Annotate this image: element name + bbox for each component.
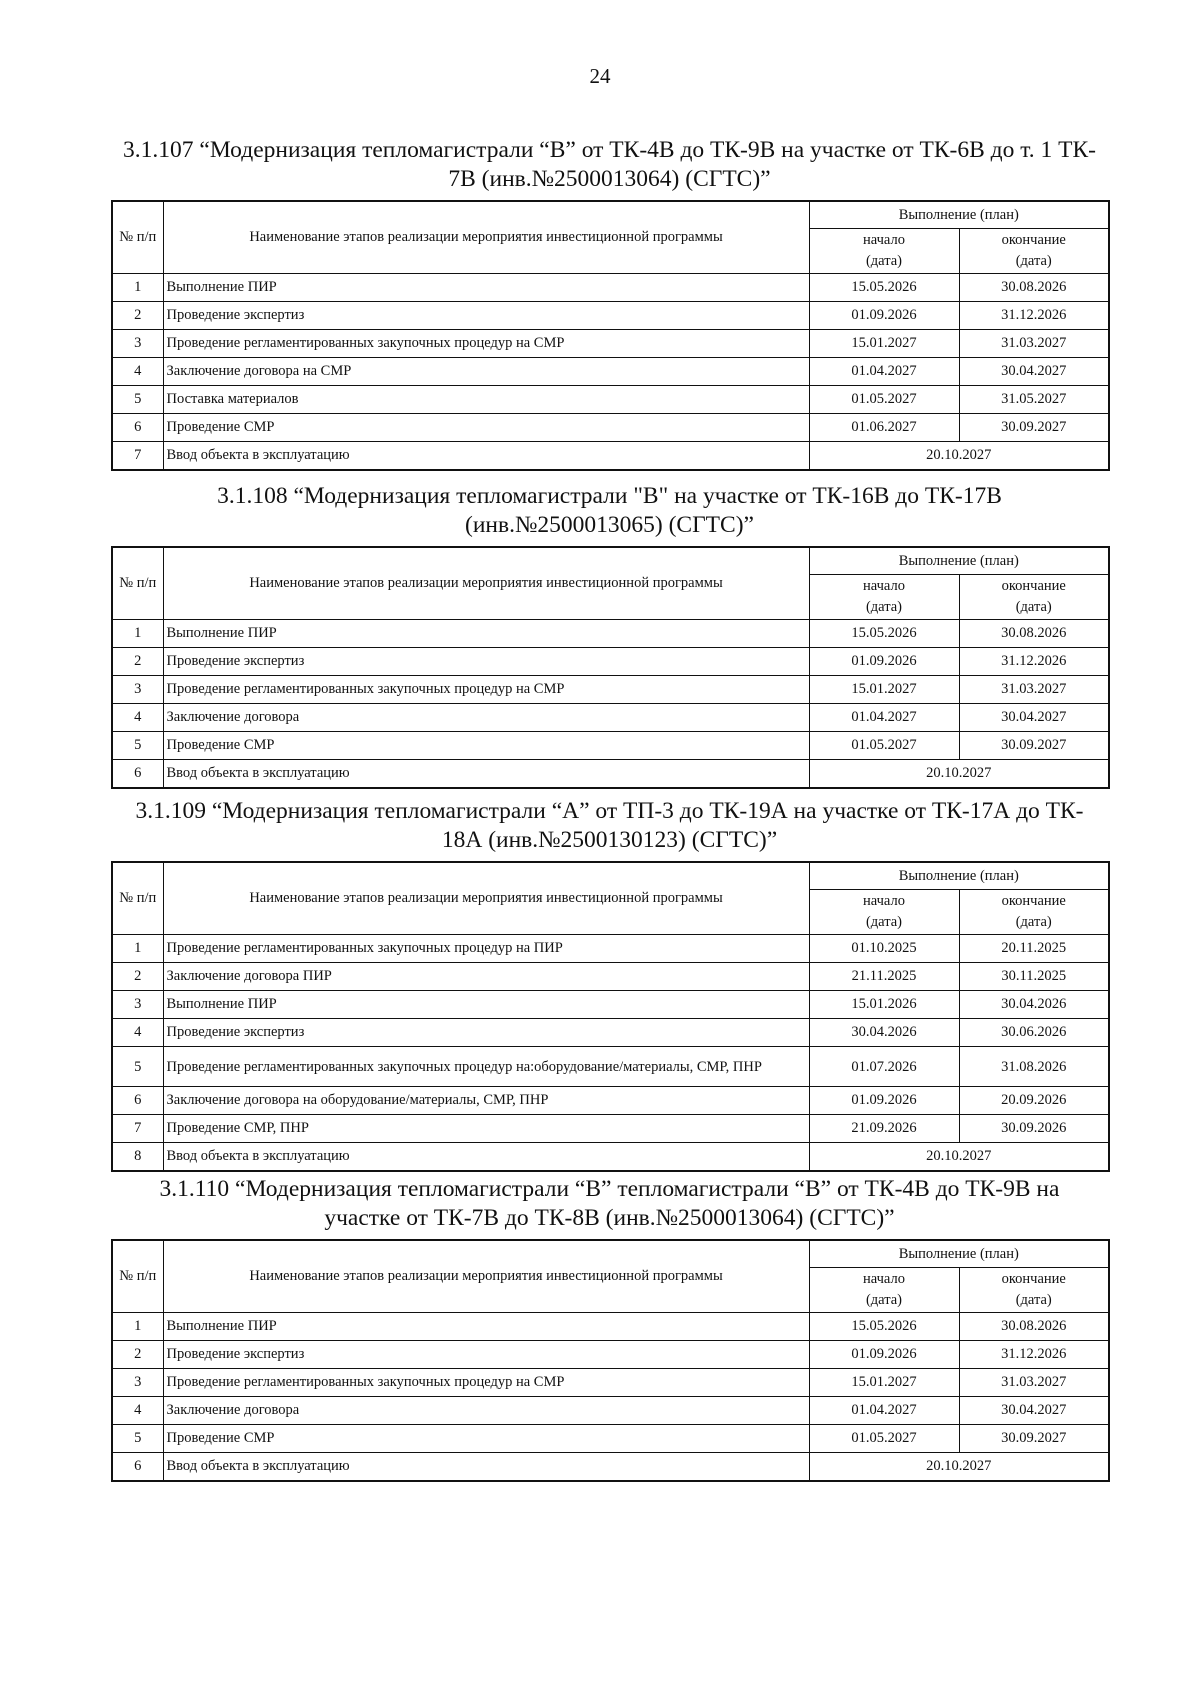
row-commissioning-date: 20.10.2027 [809,760,1109,789]
header-name: Наименование этапов реализации мероприятия инвестиционной программы [163,862,809,935]
table-row [112,648,1109,676]
table-row [112,1369,1109,1397]
row-start-date: 01.04.2027 [809,1397,959,1425]
schedule-section [111,1175,1108,1482]
row-end-date: 20.09.2026 [959,1087,1109,1115]
section-title [111,1175,1108,1233]
row-number: 1 [112,620,163,648]
row-number: 2 [112,963,163,991]
row-end-date: 31.12.2026 [959,1341,1109,1369]
row-end-date: 30.09.2027 [959,1425,1109,1453]
table-header-row [112,862,1109,890]
row-stage-name: Проведение регламентированных закупочных процедур на СМР [163,1369,809,1397]
row-stage-name: Заключение договора ПИР [163,963,809,991]
section-title-line2: 7В (инв.№2500013064) (СГТС)” [448,166,771,192]
table-row [112,1019,1109,1047]
schedule-table [111,1239,1110,1482]
section-title-line2: участке от ТК-7В до ТК-8В (инв.№2500013064) (СГТС)” [324,1205,895,1231]
header-num: № п/п [112,547,163,620]
schedule-table [111,200,1110,471]
page-number: 24 [589,64,611,88]
row-end-date: 30.08.2026 [959,274,1109,302]
row-stage-name: Проведение регламентированных закупочных процедур на ПИР [163,935,809,963]
table-row-final [112,1143,1109,1172]
row-number: 7 [112,1115,163,1143]
row-stage-name: Проведение СМР [163,414,809,442]
table-row [112,704,1109,732]
row-end-date: 30.08.2026 [959,1313,1109,1341]
table-row [112,935,1109,963]
table-row-final [112,760,1109,789]
table-row [112,274,1109,302]
row-stage-name: Ввод объекта в эксплуатацию [163,760,809,789]
row-start-date: 01.09.2026 [809,1341,959,1369]
row-start-date: 01.06.2027 [809,414,959,442]
row-commissioning-date: 20.10.2027 [809,442,1109,471]
row-stage-name: Ввод объекта в эксплуатацию [163,1453,809,1482]
row-number: 2 [112,1341,163,1369]
table-header-row [112,1240,1109,1268]
row-number: 1 [112,274,163,302]
row-stage-name: Заключение договора на СМР [163,358,809,386]
header-num: № п/п [112,862,163,935]
section-title-line1: 3.1.110 “Модернизация тепломагистрали “В” тепломагистрали “В” от ТК-4В до ТК-9В на [159,1176,1060,1202]
table-row [112,330,1109,358]
row-end-date: 30.09.2027 [959,414,1109,442]
table-row [112,386,1109,414]
header-name: Наименование этапов реализации мероприятия инвестиционной программы [163,201,809,274]
row-start-date: 01.10.2025 [809,935,959,963]
row-start-date: 21.09.2026 [809,1115,959,1143]
row-start-date: 01.05.2027 [809,732,959,760]
row-number: 5 [112,386,163,414]
header-execution: Выполнение (план) [809,201,1109,229]
row-end-date: 31.03.2027 [959,676,1109,704]
row-stage-name: Проведение регламентированных закупочных процедур на:оборудование/материалы, СМР, ПНР [163,1047,809,1087]
row-stage-name: Проведение СМР [163,1425,809,1453]
table-row [112,1313,1109,1341]
schedule-table [111,546,1110,789]
table-row [112,358,1109,386]
row-end-date: 31.05.2027 [959,386,1109,414]
row-start-date: 15.05.2026 [809,620,959,648]
section-title-line2: 18А (инв.№2500130123) (СГТС)” [441,827,778,853]
table-row-final [112,442,1109,471]
header-start: начало (дата) [809,1268,959,1313]
row-end-date: 31.08.2026 [959,1047,1109,1087]
row-commissioning-date: 20.10.2027 [809,1143,1109,1172]
row-start-date: 15.01.2027 [809,1369,959,1397]
row-number: 4 [112,1397,163,1425]
section-title-line1: 3.1.109 “Модернизация тепломагистрали “А” от ТП-3 до ТК-19А на участке от ТК-17А до ТК- [135,798,1084,824]
row-end-date: 30.09.2027 [959,732,1109,760]
header-num: № п/п [112,1240,163,1313]
row-end-date: 20.11.2025 [959,935,1109,963]
row-start-date: 01.09.2026 [809,1087,959,1115]
row-stage-name: Проведение экспертиз [163,302,809,330]
row-start-date: 15.01.2027 [809,330,959,358]
row-number: 3 [112,991,163,1019]
row-number: 3 [112,676,163,704]
row-end-date: 30.08.2026 [959,620,1109,648]
section-title [111,136,1108,194]
row-start-date: 01.04.2027 [809,704,959,732]
row-number: 8 [112,1143,163,1172]
row-end-date: 30.11.2025 [959,963,1109,991]
row-end-date: 30.06.2026 [959,1019,1109,1047]
section-title [111,482,1108,540]
row-end-date: 31.03.2027 [959,1369,1109,1397]
table-row [112,1341,1109,1369]
row-start-date: 01.09.2026 [809,648,959,676]
header-end: окончание (дата) [959,575,1109,620]
row-start-date: 01.09.2026 [809,302,959,330]
section-title-line1: 3.1.108 “Модернизация тепломагистрали "В" на участке от ТК-16В до ТК-17В [217,483,1002,509]
row-number: 5 [112,1047,163,1087]
section-title-line1: 3.1.107 “Модернизация тепломагистрали “В” от ТК-4В до ТК-9В на участке от ТК-6В до т. 1 ТК- [123,137,1096,163]
row-end-date: 30.04.2026 [959,991,1109,1019]
row-start-date: 30.04.2026 [809,1019,959,1047]
schedule-section [111,797,1108,1172]
table-row [112,414,1109,442]
table-row-final [112,1453,1109,1482]
table-header-row [112,201,1109,229]
table-row [112,1115,1109,1143]
row-number: 7 [112,442,163,471]
header-end: окончание (дата) [959,1268,1109,1313]
row-start-date: 15.05.2026 [809,1313,959,1341]
row-number: 6 [112,414,163,442]
row-number: 6 [112,1087,163,1115]
row-stage-name: Выполнение ПИР [163,1313,809,1341]
header-execution: Выполнение (план) [809,862,1109,890]
row-stage-name: Проведение экспертиз [163,648,809,676]
header-execution: Выполнение (план) [809,1240,1109,1268]
row-number: 3 [112,330,163,358]
section-title-line2: (инв.№2500013065) (СГТС)” [465,512,754,538]
row-number: 4 [112,704,163,732]
row-end-date: 31.03.2027 [959,330,1109,358]
row-start-date: 01.04.2027 [809,358,959,386]
header-end: окончание (дата) [959,890,1109,935]
row-number: 4 [112,358,163,386]
row-stage-name: Выполнение ПИР [163,620,809,648]
row-stage-name: Ввод объекта в эксплуатацию [163,442,809,471]
row-number: 5 [112,732,163,760]
row-end-date: 30.04.2027 [959,358,1109,386]
row-start-date: 15.01.2027 [809,676,959,704]
row-stage-name: Заключение договора на оборудование/материалы, СМР, ПНР [163,1087,809,1115]
row-number: 2 [112,302,163,330]
table-row [112,963,1109,991]
row-number: 4 [112,1019,163,1047]
row-end-date: 30.09.2026 [959,1115,1109,1143]
row-stage-name: Проведение СМР [163,732,809,760]
header-end: окончание (дата) [959,229,1109,274]
table-row [112,620,1109,648]
row-stage-name: Заключение договора [163,704,809,732]
header-name: Наименование этапов реализации мероприятия инвестиционной программы [163,1240,809,1313]
row-stage-name: Выполнение ПИР [163,274,809,302]
row-start-date: 15.01.2026 [809,991,959,1019]
table-row [112,676,1109,704]
row-stage-name: Выполнение ПИР [163,991,809,1019]
row-stage-name: Проведение регламентированных закупочных процедур на СМР [163,330,809,358]
row-stage-name: Ввод объекта в эксплуатацию [163,1143,809,1172]
table-row [112,1425,1109,1453]
row-start-date: 21.11.2025 [809,963,959,991]
row-number: 1 [112,1313,163,1341]
table-row [112,1397,1109,1425]
row-number: 6 [112,760,163,789]
row-stage-name: Проведение экспертиз [163,1019,809,1047]
row-number: 5 [112,1425,163,1453]
table-row [112,1047,1109,1087]
row-end-date: 30.04.2027 [959,1397,1109,1425]
row-number: 1 [112,935,163,963]
row-stage-name: Заключение договора [163,1397,809,1425]
row-number: 2 [112,648,163,676]
table-row [112,1087,1109,1115]
row-end-date: 31.12.2026 [959,648,1109,676]
header-execution: Выполнение (план) [809,547,1109,575]
row-stage-name: Поставка материалов [163,386,809,414]
row-end-date: 31.12.2026 [959,302,1109,330]
row-stage-name: Проведение экспертиз [163,1341,809,1369]
row-start-date: 01.05.2027 [809,386,959,414]
header-start: начало (дата) [809,890,959,935]
row-start-date: 15.05.2026 [809,274,959,302]
table-header-row [112,547,1109,575]
header-num: № п/п [112,201,163,274]
row-stage-name: Проведение СМР, ПНР [163,1115,809,1143]
row-stage-name: Проведение регламентированных закупочных процедур на СМР [163,676,809,704]
header-start: начало (дата) [809,229,959,274]
row-number: 6 [112,1453,163,1482]
table-row [112,302,1109,330]
table-row [112,991,1109,1019]
row-end-date: 30.04.2027 [959,704,1109,732]
header-name: Наименование этапов реализации мероприятия инвестиционной программы [163,547,809,620]
schedule-section [111,136,1108,471]
table-row [112,732,1109,760]
header-start: начало (дата) [809,575,959,620]
schedule-table [111,861,1110,1172]
schedule-section [111,482,1108,789]
row-start-date: 01.05.2027 [809,1425,959,1453]
section-title [111,797,1108,855]
row-commissioning-date: 20.10.2027 [809,1453,1109,1482]
row-start-date: 01.07.2026 [809,1047,959,1087]
row-number: 3 [112,1369,163,1397]
